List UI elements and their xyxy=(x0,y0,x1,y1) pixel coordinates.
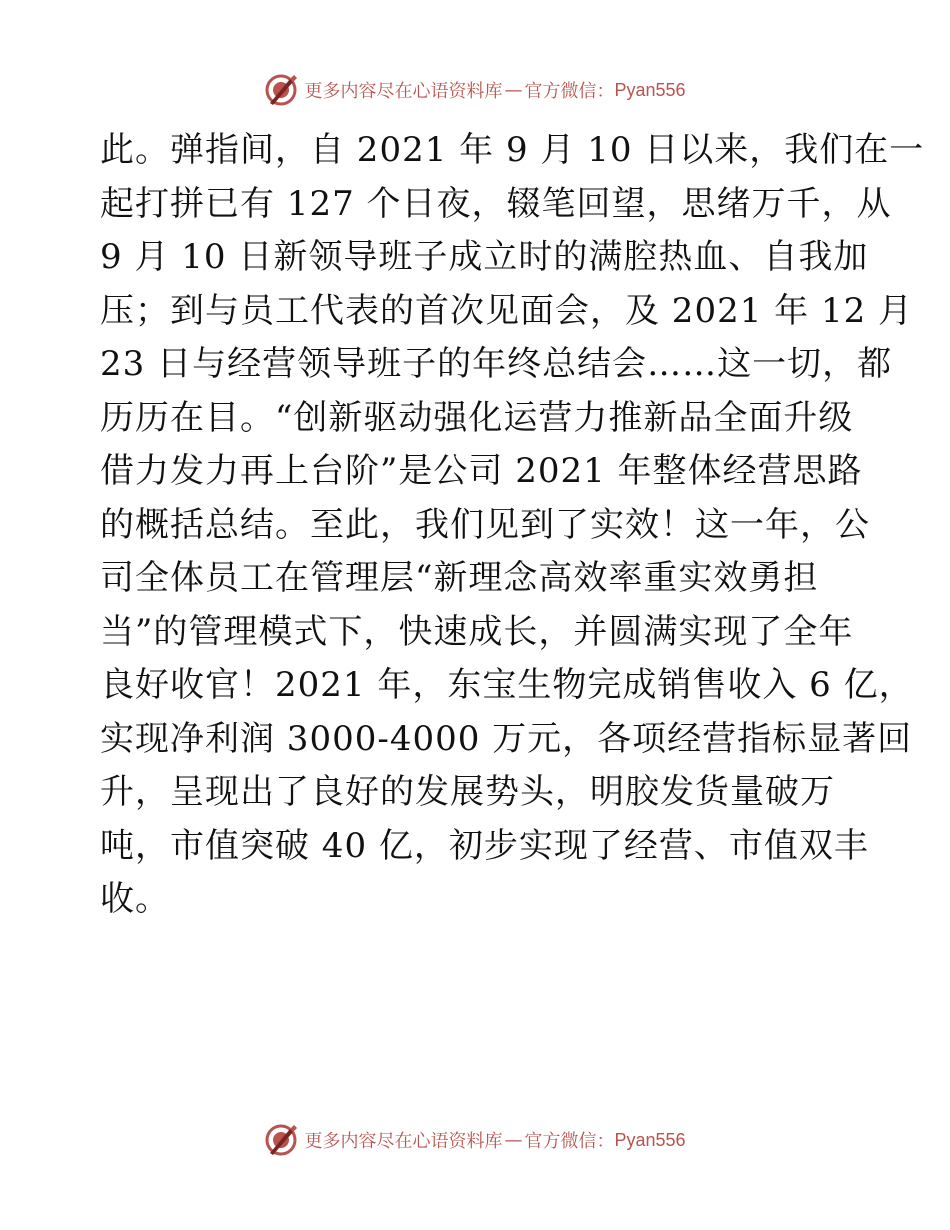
banner-title: 更多内容尽在心语资料库 xyxy=(304,1131,503,1152)
banner-title: 更多内容尽在心语资料库 xyxy=(304,81,503,102)
paragraph-line: 的概括总结。至此，我们见到了实效！这一年，公 xyxy=(100,504,870,545)
banner-wechat-id: Pyan556 xyxy=(614,79,686,100)
body-paragraph xyxy=(100,124,925,927)
paragraph-line: 借力发力再上台阶”是公司 2021 年整体经营思路 xyxy=(100,451,863,491)
paragraph-line: 司全体员工在管理层“新理念高效率重实效勇担 xyxy=(100,558,819,598)
paragraph-line: 实现净利润 3000-4000 万元，各项经营指标显著回 xyxy=(100,718,913,759)
paragraph-line: 9 月 10 日新领导班子成立时的满腔热血、自我加 xyxy=(100,237,869,277)
banner-wechat-label: 官方微信： xyxy=(524,81,615,102)
footer-banner xyxy=(0,1122,950,1158)
paragraph-line: 当”的管理模式下，快速成长，并圆满实现了全年 xyxy=(100,611,854,652)
banner-wechat-label: 官方微信： xyxy=(524,1131,615,1152)
paragraph-line: 23 日与经营领导班子的年终总结会……这一切，都 xyxy=(100,344,893,384)
header-banner xyxy=(0,72,950,108)
banner-separator: — xyxy=(504,79,523,101)
banner-separator: — xyxy=(504,1129,523,1151)
paragraph-line: 收。 xyxy=(100,879,170,919)
pen-seal-logo-icon xyxy=(264,73,298,107)
paragraph-line: 升，呈现出了良好的发展势头，明胶发货量破万 xyxy=(100,772,835,812)
paragraph-line: 吨，市值突破 40 亿，初步实现了经营、市值双丰 xyxy=(100,825,869,866)
paragraph-line: 起打拼已有 127 个日夜，辍笔回望，思绪万千，从 xyxy=(100,183,892,224)
paragraph-line: 此。弹指间，自 2021 年 9 月 10 日以来，我们在一 xyxy=(100,130,925,170)
pen-seal-logo-icon xyxy=(264,1123,298,1157)
banner-wechat-id: Pyan556 xyxy=(614,1129,686,1150)
paragraph-line: 历历在目。“创新驱动强化运营力推新品全面升级 xyxy=(100,397,854,438)
paragraph-line: 压；到与员工代表的首次见面会，及 2021 年 12 月 xyxy=(100,290,914,331)
paragraph-line: 良好收官！2021 年，东宝生物完成销售收入 6 亿， xyxy=(100,665,914,705)
